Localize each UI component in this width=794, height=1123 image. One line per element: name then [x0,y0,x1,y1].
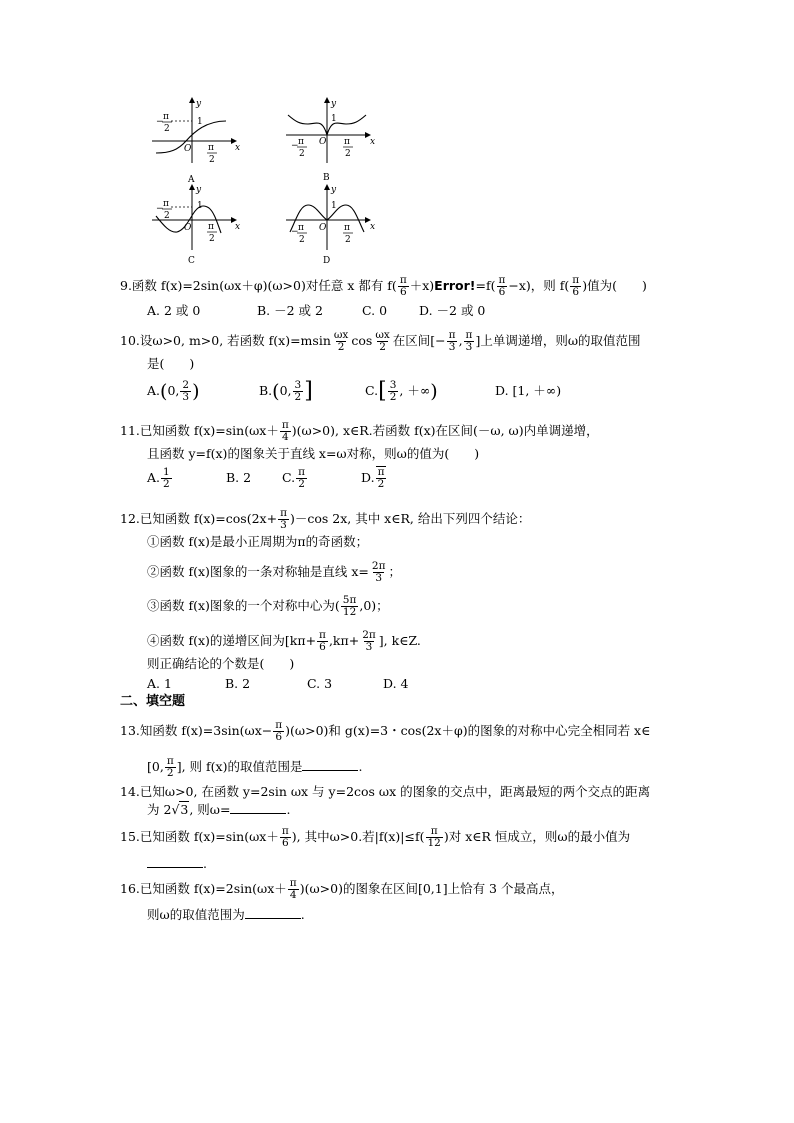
svg-text:1: 1 [331,201,337,211]
graph-c [152,185,240,266]
svg-text:x: x [235,222,241,232]
option-d: D. $\frac{\pi}{2}$ [361,466,385,490]
svg-text:1: 1 [331,114,337,124]
svg-text:−: − [156,117,164,127]
svg-text:2: 2 [345,149,351,159]
svg-text:2: 2 [299,149,305,159]
svg-text:x: x [370,222,376,232]
svg-text:2: 2 [164,124,170,134]
question-12-ask: 则正确结论的个数是( ) [147,656,295,671]
svg-text:π: π [163,112,169,122]
option-b: B. 2 [225,676,251,691]
svg-text:−: − [156,204,164,214]
question-10-options [147,380,561,403]
svg-text:O: O [184,223,192,233]
option-a: A.(0, $\frac{2}{3}$ ) [147,379,200,403]
graph-figures [0,90,794,360]
question-11: 11.已知函数 f(x)=sin(ωx＋ $\frac{\pi}{4}$ )(ω>0), x∈R.若函数 f(x)在区间(－ω, ω)内单调递增， [120,419,599,443]
question-15: 15.已知函数 f(x)=sin(ωx＋ $\frac{\pi}{6}$ ), 其中ω>0.若|f(x)|≤f( $\frac{\pi}{12}$ )对 x∈R 恒成立，则ω的最小值为 [120,825,631,849]
svg-text:π: π [298,137,304,147]
question-11-options [147,466,387,490]
svg-text:y: y [331,99,337,109]
conclusion-4: ④函数 f(x)的递增区间为[kπ+ $\frac{\pi}{6}$ ,kπ+ $\frac{2\pi}{3}$ ], k∈Z. [147,629,421,653]
svg-text:x: x [370,137,376,147]
conclusion-1: ①函数 f(x)是最小正周期为π的奇函数； [147,534,369,549]
question-13: 13.知函数 f(x)=3sin(ωx− $\frac{\pi}{6}$ )(ω>0)和 g(x)=3・cos(2x＋φ)的图象的对称中心完全相同若 x∈ [120,719,651,743]
answer-blank[interactable] [302,759,358,771]
answer-blank[interactable] [230,802,286,814]
svg-text:π: π [298,223,304,233]
svg-text:O: O [319,223,327,233]
graph-b [286,98,375,183]
option-d: D. 4 [383,676,409,691]
option-b: B. 2 [226,469,252,485]
question-16-line2: 则ω的取值范围为 . [147,907,305,922]
svg-text:y: y [196,99,202,109]
svg-text:π: π [344,223,350,233]
svg-text:π: π [163,199,169,209]
graph-d [286,185,375,266]
option-c: C. 3 [307,676,333,691]
option-c: C.[ $\frac{3}{2}$ , ＋∞) [365,378,438,404]
svg-text:1: 1 [197,201,203,211]
answer-blank[interactable] [245,907,301,919]
question-13-line2: [0, $\frac{\pi}{2}$ ], 则 f(x)的取值范围是 . [147,755,363,779]
svg-text:−: − [291,227,299,237]
svg-text:2: 2 [299,235,305,245]
option-a: A. $\frac{1}{2}$ [147,465,170,490]
svg-text:O: O [319,137,327,147]
svg-text:1: 1 [197,117,203,127]
svg-text:x: x [235,143,241,153]
svg-text:A: A [188,175,195,185]
svg-text:y: y [331,185,337,195]
svg-text:2: 2 [345,235,351,245]
section-heading: 二、填空题 [120,694,186,709]
question-16: 16.已知函数 f(x)=2sin(ωx＋ $\frac{\pi}{4}$ )(ω>0)的图象在区间[0,1]上恰有 3 个最高点， [120,877,564,901]
svg-text:π: π [208,222,214,232]
conclusion-2: ②函数 f(x)图象的一条对称轴是直线 x= $\frac{2\pi}{3}$ ； [147,560,402,584]
question-14-line2: 为 2√3, 则ω= . [147,802,291,817]
option-d: D. [1, ＋∞) [495,383,562,398]
svg-text:2: 2 [209,234,215,244]
svg-text:π: π [208,143,214,153]
error-marker: Error! [434,278,476,293]
question-10-line2: 是( ) [147,356,195,371]
option-a: A. 2 或 0 [147,303,201,318]
svg-text:y: y [196,185,202,195]
svg-text:D: D [323,256,331,266]
question-9-options [147,303,485,319]
svg-text:2: 2 [209,155,215,165]
option-a: A. 1 [147,676,172,691]
option-c: C. $\frac{\pi}{2}$ [282,465,305,490]
option-b: B.(0, $\frac{3}{2}$ ] [259,378,313,404]
option-c: C. 0 [362,303,388,318]
question-10: 10.设ω>0, m>0, 若函数 f(x)=msin $\frac{\omega x}{2}$ cos $\frac{\omega x}{2}$ 在区间[− $\frac{\pi}{3}$ , $\frac{\pi}{3}$ ]上单调递增，则ω的取值范围 [120,329,641,353]
svg-text:O: O [184,144,192,154]
svg-text:B: B [323,173,330,183]
svg-text:2: 2 [164,211,170,221]
question-14: 14.已知ω>0, 在函数 y=2sin ωx 与 y=2cos ωx 的图象的交点中，距离最短的两个交点的距离 [120,784,651,799]
svg-text:π: π [344,137,350,147]
question-12-options [147,676,408,692]
option-d: D. －2 或 0 [419,303,486,318]
question-9: 9.函数 f(x)=2sin(ωx＋φ)(ω>0)对任意 x 都有 f( $\frac{\pi}{6}$ ＋x)Error!=f( $\frac{\pi}{6}$ −x)，则 f( $\frac{\pi}{6}$ )值为( ) [120,274,647,298]
question-15-line2: . [147,856,207,872]
svg-text:C: C [188,256,195,266]
conclusion-3: ③函数 f(x)图象的一个对称中心为( $\frac{5\pi}{12}$ ,0)； [147,594,389,618]
option-b: B. －2 或 2 [257,303,323,318]
question-11-line2: 且函数 y=f(x)的图象关于直线 x=ω对称，则ω的值为( ) [147,446,480,461]
svg-text:−: − [291,141,299,151]
question-12: 12.已知函数 f(x)=cos(2x+ $\frac{\pi}{3}$ )－cos 2x, 其中 x∈R, 给出下列四个结论： [120,507,531,531]
graph-a [152,98,240,185]
answer-blank[interactable] [147,856,203,868]
